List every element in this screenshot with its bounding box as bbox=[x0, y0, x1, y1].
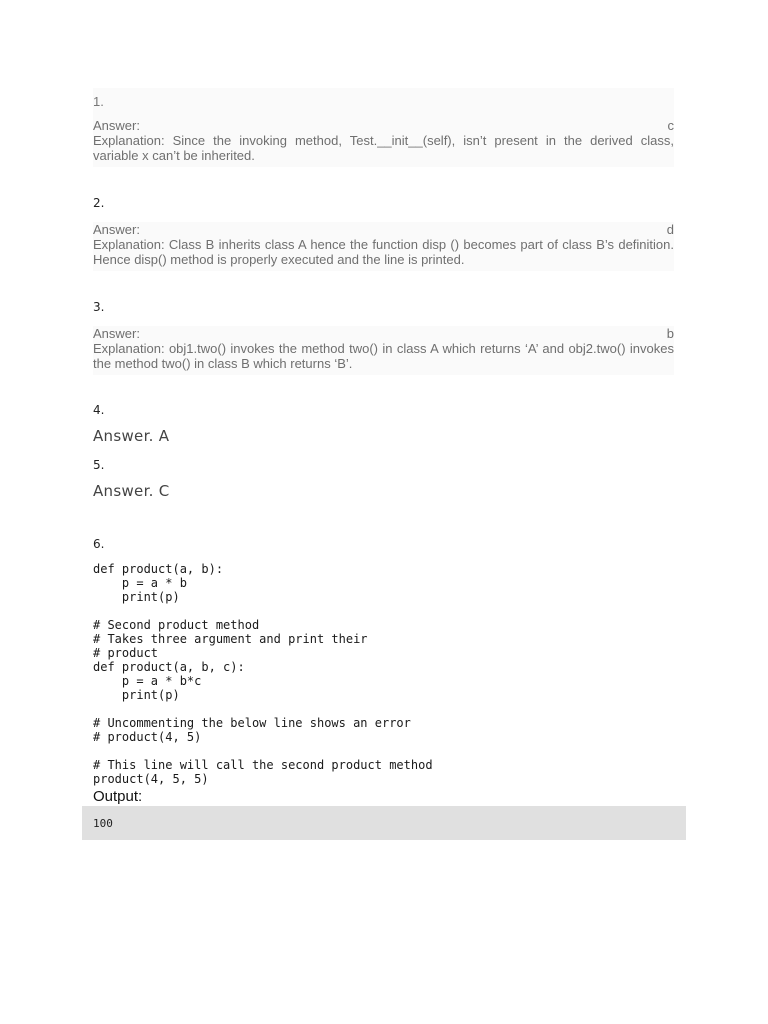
question-block-3 bbox=[93, 326, 674, 375]
explanation-text: Explanation: Class B inherits class A hence the function disp () becomes part of class B’s definition. Hence disp() method is properly executed and the line is printed. bbox=[93, 237, 674, 267]
output-label: Output: bbox=[93, 788, 143, 805]
explanation-text: Explanation: obj1.two() invokes the method two() in class A which returns ‘A’ and obj2.two() invokes the method two() in class B which returns ‘B’. bbox=[93, 341, 674, 371]
answer-label: Answer: bbox=[93, 222, 140, 237]
question-number: 3. bbox=[93, 300, 105, 314]
answer-text: Answer. A bbox=[93, 427, 170, 445]
explanation-text: Explanation: Since the invoking method, Test.__init__(self), isn’t present in the derived class, variable x can’t be inherited. bbox=[93, 133, 674, 163]
document-content bbox=[93, 88, 674, 805]
answer-value: d bbox=[666, 222, 674, 237]
question-number: 4. bbox=[93, 403, 105, 417]
answer-row bbox=[93, 118, 674, 133]
answer-row bbox=[93, 222, 674, 237]
output-value: 100 bbox=[93, 817, 113, 830]
question-block-1 bbox=[93, 88, 674, 167]
code-snippet: def product(a, b): p = a * b print(p) # Second product method # Takes three argument and print their # product def product(a, b, c): p = a * b*c print(p) # Uncommenting the below line shows an error # product(4, 5) # This line will call the second product method product(4, 5, 5) bbox=[93, 562, 433, 786]
question-number: 5. bbox=[93, 458, 105, 472]
question-number: 2. bbox=[93, 196, 105, 210]
answer-label: Answer: bbox=[93, 326, 140, 341]
question-number: 6. bbox=[93, 537, 105, 551]
answer-value: b bbox=[666, 326, 674, 341]
output-box bbox=[82, 806, 686, 840]
question-block-2 bbox=[93, 222, 674, 271]
answer-value: c bbox=[667, 118, 674, 133]
answer-text: Answer. C bbox=[93, 482, 170, 500]
question-number: 1. bbox=[93, 94, 104, 109]
answer-label: Answer: bbox=[93, 118, 140, 133]
answer-row bbox=[93, 326, 674, 341]
